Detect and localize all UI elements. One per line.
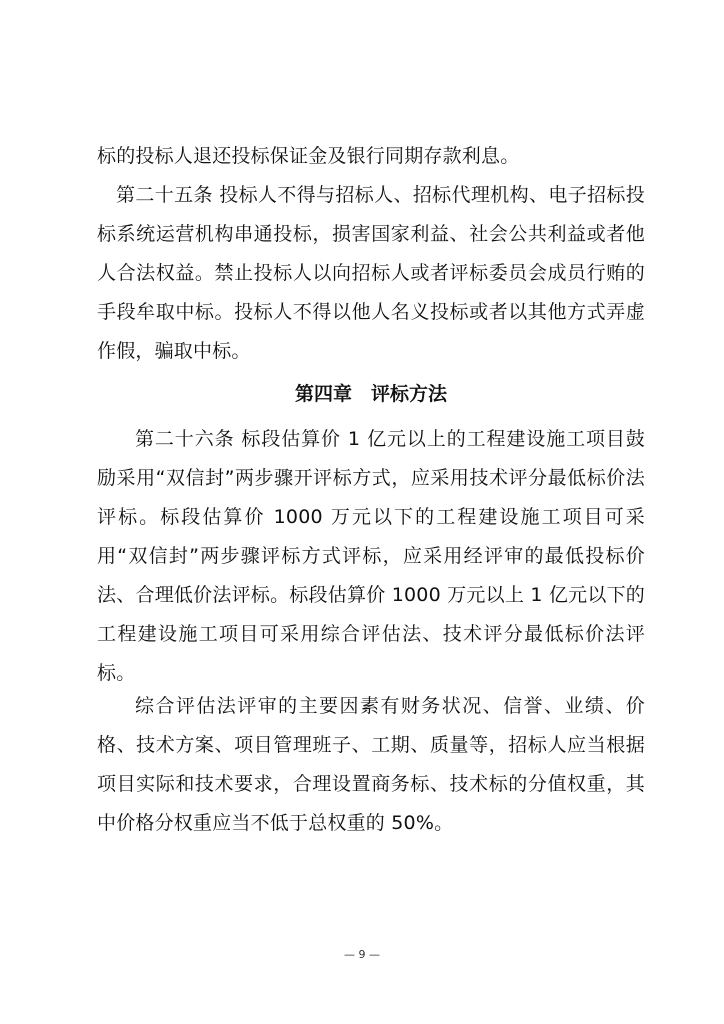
article-26-paragraph: 第二十六条 标段估算价 1 亿元以上的工程建设施工项目鼓励采用“双信封”两步骤开评标方式，应采用技术评分最低标价法评标。标段估算价 1000 万元以下的工程建设施工项目可采用“双信封”两步骤评标方式评标，应采用经评审的最低投标价法、合理低价法评标。标段估算价 1000 万元以上 1 亿元以下的工程建设施工项目可采用综合评估法、技术评分最低标价法评标。 [97, 428, 645, 684]
paragraph-continuation: 标的投标人退还投标保证金及银行同期存款利息。 [97, 145, 520, 167]
chapter-heading: 第四章 评标方法 [294, 383, 447, 405]
evaluation-factors-paragraph: 综合评估法评审的主要因素有财务状况、信誉、业绩、价格、技术方案、项目管理班子、工期、质量等，招标人应当根据项目实际和技术要求，合理设置商务标、技术标的分值权重，其中价格分权重应当不低于总权重的 50%。 [97, 695, 645, 834]
article-25-paragraph: 第二十五条 投标人不得与招标人、招标代理机构、电子招标投标系统运营机构串通投标，损害国家利益、社会公共利益或者他人合法权益。禁止投标人以向招标人或者评标委员会成员行贿的手段牟取中标。投标人不得以他人名义投标或者以其他方式弄虚作假，骗取中标。 [97, 184, 645, 362]
page-number: — 9 — [344, 948, 380, 961]
